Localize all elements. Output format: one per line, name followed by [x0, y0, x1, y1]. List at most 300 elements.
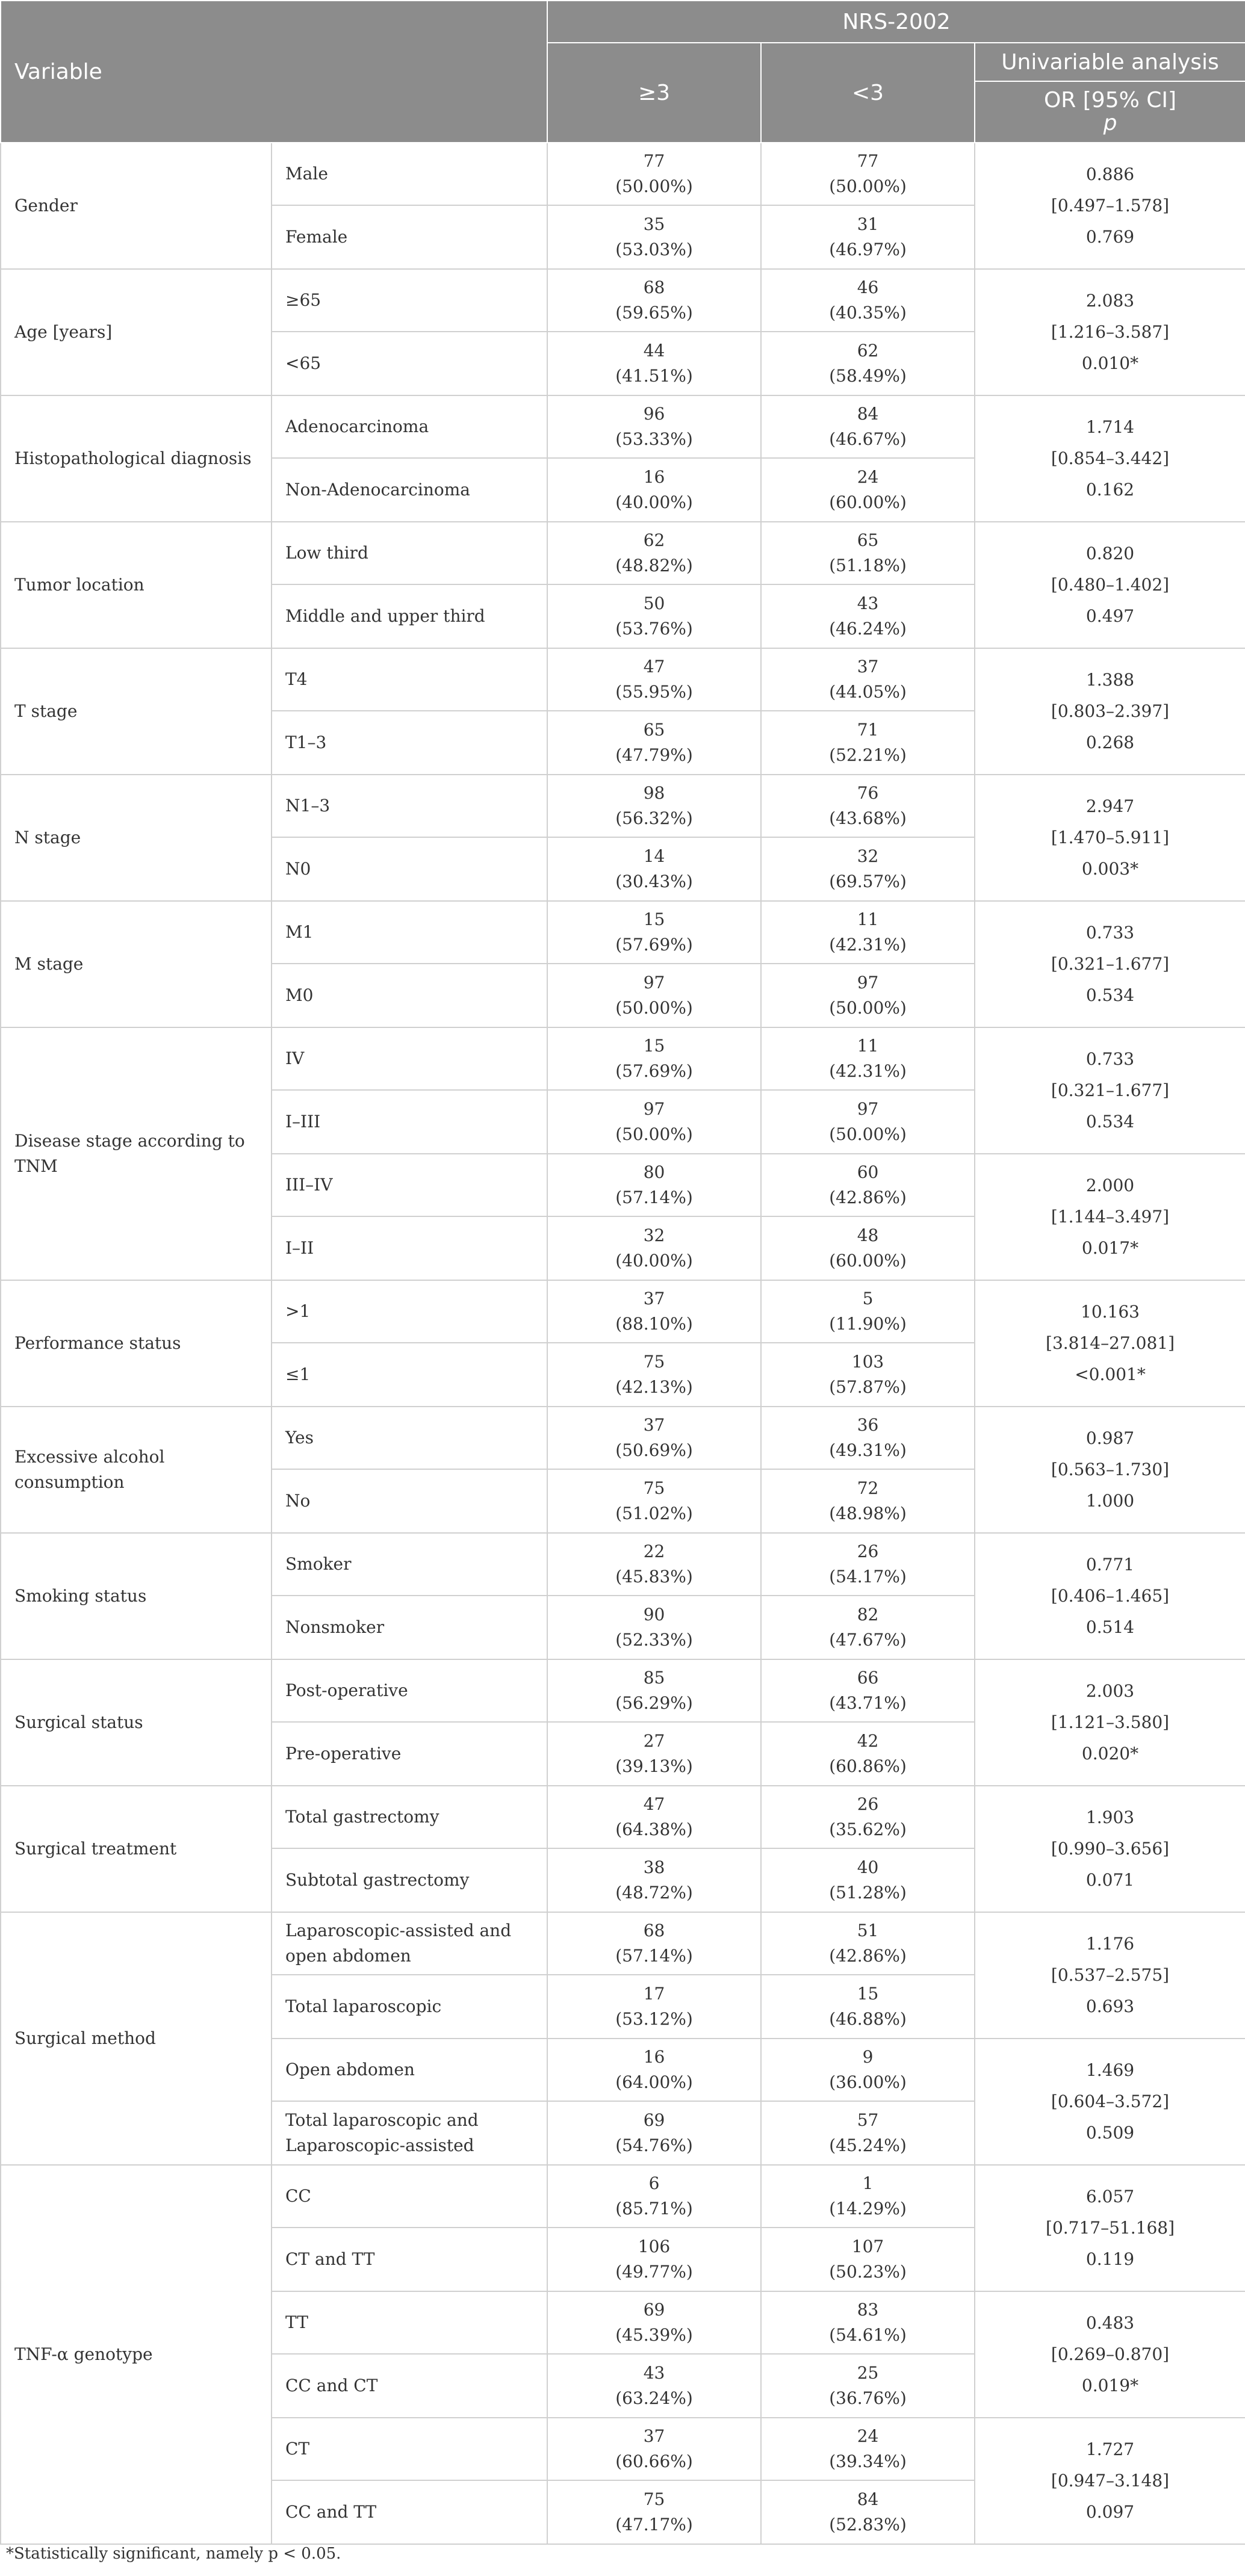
- lt3-count: 36: [857, 1415, 879, 1435]
- lt3-percent: (14.29%): [829, 2199, 907, 2218]
- lt3-cell: [761, 2480, 975, 2544]
- lt3-percent: (51.28%): [829, 1883, 907, 1903]
- category-label: Non-Adenocarcinoma: [272, 458, 547, 522]
- ge3-percent: (53.33%): [615, 429, 693, 449]
- stat-p: 0.509: [1085, 2123, 1135, 2143]
- ge3-percent: (57.14%): [615, 1187, 693, 1207]
- stat-or: 2.947: [1085, 796, 1135, 816]
- category-label: ≤1: [272, 1343, 547, 1407]
- category-label: Middle and upper third: [272, 584, 547, 648]
- lt3-cell: [761, 1786, 975, 1848]
- lt3-count: 24: [857, 2426, 879, 2446]
- lt3-count: 15: [857, 1984, 879, 2004]
- table-row: [1, 648, 1245, 711]
- lt3-percent: (44.05%): [829, 682, 907, 702]
- univariable-cell: [975, 1154, 1245, 1280]
- ge3-count: 96: [643, 404, 665, 424]
- stat-p: 0.003*: [1081, 859, 1139, 879]
- lt3-percent: (60.86%): [829, 1756, 907, 1776]
- ge3-count: 16: [643, 467, 665, 487]
- univariable-cell: [975, 2418, 1245, 2544]
- category-label: >1: [272, 1280, 547, 1343]
- ge3-percent: (50.00%): [615, 998, 693, 1018]
- lt3-count: 5: [862, 1289, 874, 1308]
- stat-ci: [0.321–1.677]: [1051, 1080, 1170, 1100]
- ge3-count: 75: [643, 1478, 665, 1498]
- header-variable: Variable: [1, 1, 547, 143]
- stat-ci: [0.269–0.870]: [1051, 2344, 1170, 2364]
- category-label: Open abdomen: [272, 2039, 547, 2101]
- lt3-count: 71: [857, 720, 879, 740]
- ge3-cell: [547, 522, 761, 584]
- category-label: Smoker: [272, 1533, 547, 1596]
- ge3-count: 68: [643, 277, 665, 297]
- ge3-percent: (50.69%): [615, 1440, 693, 1460]
- lt3-percent: (60.00%): [829, 1251, 907, 1271]
- lt3-cell: [761, 269, 975, 332]
- ge3-count: 43: [643, 2363, 665, 2383]
- univariable-cell: [975, 269, 1245, 395]
- variable-label: Histopathological diagnosis: [1, 395, 272, 522]
- lt3-count: 40: [857, 1857, 879, 1877]
- univariable-cell: [975, 1659, 1245, 1786]
- ge3-percent: (53.12%): [615, 2009, 693, 2029]
- table-row: [1, 143, 1245, 205]
- ge3-percent: (63.24%): [615, 2388, 693, 2408]
- univariable-cell: [975, 648, 1245, 775]
- table-row: [1, 1407, 1245, 1469]
- stat-ci: [0.854–3.442]: [1051, 448, 1170, 468]
- lt3-count: 46: [857, 277, 879, 297]
- category-label: CC and CT: [272, 2354, 547, 2418]
- ge3-count: 15: [643, 909, 665, 929]
- lt3-percent: (50.00%): [829, 176, 907, 196]
- lt3-count: 107: [851, 2237, 884, 2256]
- lt3-count: 103: [851, 1352, 884, 1372]
- univariable-cell: [975, 1786, 1245, 1912]
- variable-label: M stage: [1, 901, 272, 1027]
- lt3-count: 82: [857, 1605, 879, 1624]
- category-label: I–II: [272, 1216, 547, 1280]
- ge3-cell: [547, 332, 761, 395]
- lt3-count: 65: [857, 530, 879, 550]
- table-row: [1, 1659, 1245, 1722]
- lt3-cell: [761, 2165, 975, 2228]
- lt3-cell: [761, 1090, 975, 1154]
- ge3-percent: (40.00%): [615, 492, 693, 512]
- lt3-percent: (43.68%): [829, 808, 907, 828]
- lt3-percent: (47.67%): [829, 1630, 907, 1650]
- stat-or: 1.727: [1085, 2439, 1135, 2459]
- ge3-count: 14: [643, 846, 665, 866]
- category-label: Nonsmoker: [272, 1596, 547, 1659]
- variable-label: Disease stage according to TNM: [1, 1027, 272, 1280]
- univariable-cell: [975, 2039, 1245, 2165]
- lt3-count: 9: [862, 2047, 874, 2067]
- lt3-count: 66: [857, 1668, 879, 1688]
- lt3-percent: (54.17%): [829, 1567, 907, 1587]
- lt3-percent: (40.35%): [829, 303, 907, 323]
- ge3-count: 6: [648, 2173, 660, 2193]
- stat-p: 0.769: [1085, 227, 1135, 247]
- ge3-count: 97: [643, 1099, 665, 1119]
- ge3-cell: [547, 2418, 761, 2480]
- lt3-percent: (69.57%): [829, 872, 907, 891]
- stat-p: 0.162: [1085, 480, 1135, 500]
- ge3-cell: [547, 1154, 761, 1216]
- ge3-cell: [547, 2480, 761, 2544]
- lt3-count: 76: [857, 783, 879, 803]
- univariable-cell: [975, 1407, 1245, 1533]
- stat-p: 0.514: [1085, 1617, 1135, 1637]
- ge3-percent: (57.69%): [615, 1061, 693, 1081]
- ge3-percent: (88.10%): [615, 1314, 693, 1334]
- stat-p: <0.001*: [1075, 1364, 1146, 1384]
- lt3-count: 83: [857, 2300, 879, 2320]
- ge3-percent: (42.13%): [615, 1377, 693, 1397]
- ge3-percent: (57.14%): [615, 1946, 693, 1966]
- table-row: [1, 1912, 1245, 1975]
- stat-or: 2.000: [1085, 1175, 1135, 1195]
- lt3-cell: [761, 1533, 975, 1596]
- stat-p: 0.020*: [1081, 1744, 1139, 1763]
- stat-ci: [1.470–5.911]: [1051, 828, 1170, 847]
- category-label: Adenocarcinoma: [272, 395, 547, 458]
- lt3-percent: (39.34%): [829, 2451, 907, 2471]
- lt3-percent: (52.83%): [829, 2515, 907, 2534]
- ge3-cell: [547, 2354, 761, 2418]
- univariable-cell: [975, 143, 1245, 269]
- lt3-percent: (46.97%): [829, 240, 907, 259]
- ge3-cell: [547, 2165, 761, 2228]
- lt3-cell: [761, 837, 975, 901]
- lt3-cell: [761, 584, 975, 648]
- ge3-percent: (50.00%): [615, 176, 693, 196]
- lt3-cell: [761, 332, 975, 395]
- ge3-count: 75: [643, 1352, 665, 1372]
- table-body: [1, 143, 1245, 2544]
- lt3-percent: (36.00%): [829, 2072, 907, 2092]
- lt3-percent: (48.98%): [829, 1503, 907, 1523]
- lt3-count: 72: [857, 1478, 879, 1498]
- lt3-cell: [761, 143, 975, 205]
- ge3-cell: [547, 269, 761, 332]
- ge3-percent: (52.33%): [615, 1630, 693, 1650]
- lt3-percent: (50.00%): [829, 1124, 907, 1144]
- lt3-cell: [761, 1659, 975, 1722]
- variable-label: Surgical treatment: [1, 1786, 272, 1912]
- category-label: Post-operative: [272, 1659, 547, 1722]
- lt3-percent: (60.00%): [829, 492, 907, 512]
- ge3-count: 35: [643, 214, 665, 234]
- stat-ci: [0.717–51.168]: [1046, 2218, 1175, 2238]
- table-row: [1, 2165, 1245, 2228]
- table-row: [1, 901, 1245, 964]
- variable-label: T stage: [1, 648, 272, 775]
- ge3-cell: [547, 711, 761, 775]
- ge3-count: 97: [643, 973, 665, 992]
- lt3-count: 26: [857, 1541, 879, 1561]
- stat-p: 1.000: [1085, 1491, 1135, 1511]
- ge3-count: 50: [643, 593, 665, 613]
- stat-ci: [3.814–27.081]: [1046, 1333, 1175, 1353]
- category-label: CC: [272, 2165, 547, 2228]
- lt3-cell: [761, 205, 975, 269]
- stat-ci: [0.406–1.465]: [1051, 1586, 1170, 1606]
- category-label: <65: [272, 332, 547, 395]
- variable-label: TNF-α genotype: [1, 2165, 272, 2544]
- ge3-cell: [547, 1343, 761, 1407]
- stat-or: 1.903: [1085, 1807, 1135, 1827]
- stat-or: 0.771: [1085, 1555, 1135, 1574]
- ge3-cell: [547, 1027, 761, 1090]
- table-row: [1, 1280, 1245, 1343]
- ge3-count: 69: [643, 2300, 665, 2320]
- category-label: M1: [272, 901, 547, 964]
- stat-ci: [0.497–1.578]: [1051, 196, 1170, 215]
- ge3-cell: [547, 2291, 761, 2354]
- ge3-cell: [547, 1216, 761, 1280]
- lt3-count: 32: [857, 846, 879, 866]
- ge3-percent: (47.17%): [615, 2515, 693, 2534]
- category-label: Total gastrectomy: [272, 1786, 547, 1848]
- category-label: III–IV: [272, 1154, 547, 1216]
- header-or-p: [975, 81, 1245, 143]
- stat-p: 0.497: [1085, 606, 1135, 626]
- ge3-percent: (45.39%): [615, 2325, 693, 2345]
- category-label: N0: [272, 837, 547, 901]
- stat-p: 0.119: [1085, 2249, 1135, 2269]
- stat-or: 1.176: [1085, 1934, 1135, 1954]
- ge3-cell: [547, 648, 761, 711]
- variable-label: N stage: [1, 775, 272, 901]
- ge3-percent: (30.43%): [615, 872, 693, 891]
- lt3-cell: [761, 1216, 975, 1280]
- lt3-percent: (46.24%): [829, 619, 907, 639]
- lt3-percent: (57.87%): [829, 1377, 907, 1397]
- ge3-cell: [547, 1090, 761, 1154]
- ge3-cell: [547, 1596, 761, 1659]
- ge3-percent: (45.83%): [615, 1567, 693, 1587]
- ge3-cell: [547, 775, 761, 837]
- lt3-count: 60: [857, 1162, 879, 1182]
- ge3-count: 62: [643, 530, 665, 550]
- variable-label: Excessive alcohol consumption: [1, 1407, 272, 1533]
- ge3-count: 80: [643, 1162, 665, 1182]
- category-label: I–III: [272, 1090, 547, 1154]
- ge3-cell: [547, 1407, 761, 1469]
- lt3-cell: [761, 395, 975, 458]
- lt3-percent: (46.67%): [829, 429, 907, 449]
- lt3-percent: (42.86%): [829, 1187, 907, 1207]
- variable-label: Smoking status: [1, 1533, 272, 1659]
- ge3-count: 37: [643, 1289, 665, 1308]
- univariable-cell: [975, 2165, 1245, 2291]
- ge3-count: 65: [643, 720, 665, 740]
- ge3-percent: (56.29%): [615, 1693, 693, 1713]
- ge3-percent: (57.69%): [615, 935, 693, 955]
- category-label: Yes: [272, 1407, 547, 1469]
- lt3-cell: [761, 2418, 975, 2480]
- ge3-count: 77: [643, 151, 665, 171]
- ge3-count: 106: [638, 2237, 671, 2256]
- ge3-count: 68: [643, 1921, 665, 1940]
- univariable-cell: [975, 1912, 1245, 2039]
- ge3-percent: (54.76%): [615, 2135, 693, 2155]
- lt3-count: 57: [857, 2110, 879, 2130]
- ge3-cell: [547, 837, 761, 901]
- univariable-cell: [975, 395, 1245, 522]
- ge3-count: 44: [643, 341, 665, 361]
- lt3-percent: (49.31%): [829, 1440, 907, 1460]
- ge3-count: 47: [643, 657, 665, 677]
- stat-ci: [0.537–2.575]: [1051, 1965, 1170, 1985]
- category-label: M0: [272, 964, 547, 1027]
- category-label: CT: [272, 2418, 547, 2480]
- stat-p: 0.019*: [1081, 2376, 1139, 2395]
- category-label: T1–3: [272, 711, 547, 775]
- ge3-percent: (59.65%): [615, 303, 693, 323]
- lt3-count: 62: [857, 341, 879, 361]
- category-label: Laparoscopic-assisted and open abdomen: [272, 1912, 547, 1975]
- univariable-cell: [975, 901, 1245, 1027]
- lt3-cell: [761, 522, 975, 584]
- stat-p: 0.071: [1085, 1870, 1135, 1890]
- ge3-percent: (48.72%): [615, 1883, 693, 1903]
- lt3-count: 25: [857, 2363, 879, 2383]
- ge3-count: 75: [643, 2489, 665, 2509]
- ge3-cell: [547, 1722, 761, 1786]
- lt3-cell: [761, 711, 975, 775]
- stat-p: 0.097: [1085, 2502, 1135, 2522]
- stat-ci: [0.563–1.730]: [1051, 1460, 1170, 1479]
- ge3-count: 90: [643, 1605, 665, 1624]
- univariable-cell: [975, 775, 1245, 901]
- lt3-count: 1: [862, 2173, 874, 2193]
- lt3-count: 24: [857, 467, 879, 487]
- table-row: [1, 1786, 1245, 1848]
- ge3-cell: [547, 1659, 761, 1722]
- table-row: [1, 522, 1245, 584]
- ge3-count: 15: [643, 1036, 665, 1056]
- lt3-cell: [761, 648, 975, 711]
- stat-p: 0.010*: [1081, 353, 1139, 373]
- lt3-percent: (45.24%): [829, 2135, 907, 2155]
- ge3-percent: (64.38%): [615, 1819, 693, 1839]
- lt3-count: 97: [857, 973, 879, 992]
- header-univariable: Univariable analysis: [975, 43, 1245, 81]
- lt3-percent: (11.90%): [829, 1314, 907, 1334]
- category-label: CT and TT: [272, 2228, 547, 2291]
- stat-ci: [0.990–3.656]: [1051, 1839, 1170, 1859]
- ge3-cell: [547, 2039, 761, 2101]
- variable-label: Performance status: [1, 1280, 272, 1407]
- lt3-count: 11: [857, 1036, 879, 1056]
- variable-label: Surgical status: [1, 1659, 272, 1786]
- lt3-cell: [761, 1469, 975, 1533]
- ge3-percent: (47.79%): [615, 745, 693, 765]
- header-nrs-group: NRS-2002: [547, 1, 1245, 43]
- variable-label: Age [years]: [1, 269, 272, 395]
- table-row: [1, 1027, 1245, 1090]
- table-row: [1, 269, 1245, 332]
- lt3-cell: [761, 458, 975, 522]
- ge3-percent: (56.32%): [615, 808, 693, 828]
- ge3-cell: [547, 395, 761, 458]
- ge3-count: 17: [643, 1984, 665, 2004]
- ge3-cell: [547, 1975, 761, 2039]
- category-label: Total laparoscopic and Laparoscopic-assisted: [272, 2101, 547, 2165]
- ge3-cell: [547, 584, 761, 648]
- stat-ci: [0.321–1.677]: [1051, 954, 1170, 974]
- ge3-cell: [547, 1786, 761, 1848]
- lt3-percent: (42.31%): [829, 935, 907, 955]
- ge3-count: 47: [643, 1794, 665, 1814]
- ge3-cell: [547, 458, 761, 522]
- header-lt3: <3: [761, 43, 975, 143]
- lt3-percent: (36.76%): [829, 2388, 907, 2408]
- lt3-count: 97: [857, 1099, 879, 1119]
- variable-label: Tumor location: [1, 522, 272, 648]
- stat-or: 0.733: [1085, 923, 1135, 943]
- header-p: p: [1103, 111, 1117, 135]
- univariable-cell: [975, 1533, 1245, 1659]
- category-label: ≥65: [272, 269, 547, 332]
- lt3-percent: (54.61%): [829, 2325, 907, 2345]
- lt3-count: 26: [857, 1794, 879, 1814]
- univariable-cell: [975, 1280, 1245, 1407]
- ge3-cell: [547, 1280, 761, 1343]
- lt3-cell: [761, 2039, 975, 2101]
- stat-or: 0.886: [1085, 164, 1135, 184]
- ge3-cell: [547, 1912, 761, 1975]
- ge3-cell: [547, 1848, 761, 1912]
- header-ge3: ≥3: [547, 43, 761, 143]
- ge3-count: 98: [643, 783, 665, 803]
- lt3-cell: [761, 901, 975, 964]
- ge3-count: 27: [643, 1731, 665, 1751]
- lt3-count: 48: [857, 1225, 879, 1245]
- lt3-cell: [761, 775, 975, 837]
- lt3-cell: [761, 1407, 975, 1469]
- stat-p: 0.534: [1085, 985, 1135, 1005]
- variable-label: Surgical method: [1, 1912, 272, 2165]
- lt3-cell: [761, 1848, 975, 1912]
- lt3-cell: [761, 1280, 975, 1343]
- lt3-count: 51: [857, 1921, 879, 1940]
- ge3-cell: [547, 964, 761, 1027]
- ge3-percent: (40.00%): [615, 1251, 693, 1271]
- stat-p: 0.534: [1085, 1112, 1135, 1132]
- lt3-cell: [761, 1596, 975, 1659]
- lt3-count: 43: [857, 593, 879, 613]
- stat-p: 0.017*: [1081, 1238, 1139, 1258]
- stat-p: 0.268: [1085, 732, 1135, 752]
- lt3-percent: (51.18%): [829, 556, 907, 575]
- lt3-percent: (58.49%): [829, 366, 907, 386]
- stat-ci: [1.144–3.497]: [1051, 1207, 1170, 1227]
- ge3-count: 22: [643, 1541, 665, 1561]
- lt3-percent: (43.71%): [829, 1693, 907, 1713]
- ge3-percent: (49.77%): [615, 2262, 693, 2282]
- category-label: CC and TT: [272, 2480, 547, 2544]
- lt3-cell: [761, 1343, 975, 1407]
- ge3-cell: [547, 2101, 761, 2165]
- category-label: IV: [272, 1027, 547, 1090]
- ge3-percent: (50.00%): [615, 1124, 693, 1144]
- ge3-cell: [547, 1469, 761, 1533]
- stat-ci: [1.216–3.587]: [1051, 322, 1170, 342]
